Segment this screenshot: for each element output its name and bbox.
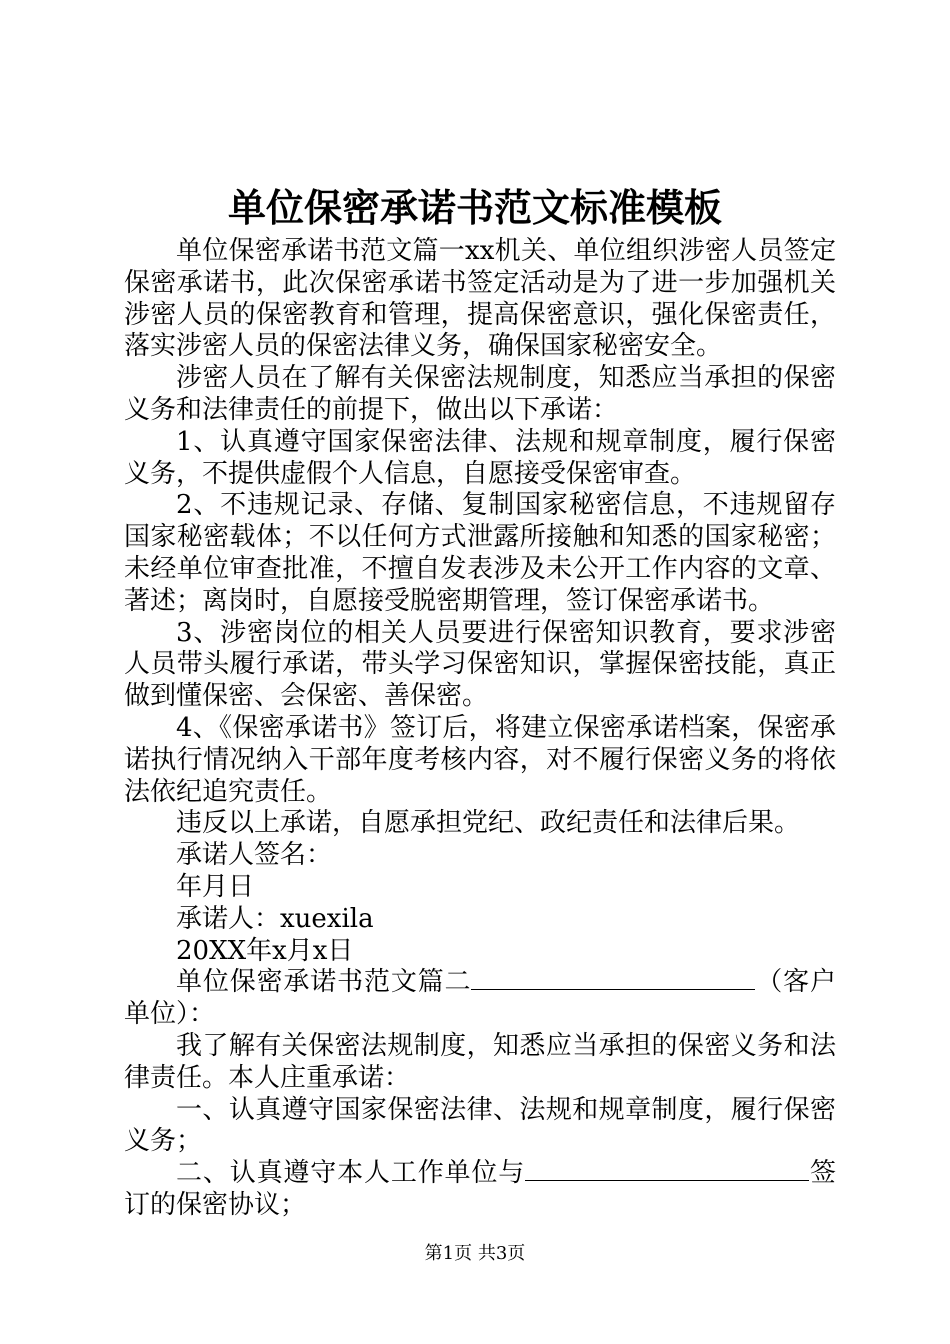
paragraph-intro: 单位保密承诺书范文篇一xx机关、单位组织涉密人员签定保密承诺书，此次保密承诺书签定活动是为了进一步加强机关涉密人员的保密教育和管理，提高保密意识，强化保密责任，落实涉密人员的保密法律义务，确保国家秘密安全。 — [124, 236, 836, 362]
part2-heading-suffix: （客户单位）： — [124, 967, 836, 1030]
document-body — [124, 236, 836, 1222]
document-title: 单位保密承诺书范文标准模板 — [227, 185, 722, 230]
paragraph-item-2: 2、不违规记录、存储、复制国家秘密信息，不违规留存国家秘密载体；不以任何方式泄露所接触和知悉的国家秘密；未经单位审查批准，不擅自发表涉及未公开工作内容的文章、著述；离岗时，自愿接受脱密期管理，签订保密承诺书。 — [124, 490, 836, 616]
client-unit-blank — [471, 967, 755, 990]
paragraph-item-3: 3、涉密岗位的相关人员要进行保密知识教育，要求涉密人员带头履行承诺，带头学习保密知识，掌握保密技能，真正做到懂保密、会保密、善保密。 — [124, 617, 836, 712]
part2-heading-prefix: 单位保密承诺书范文篇二 — [176, 967, 472, 998]
date-label: 年月日 — [176, 871, 255, 902]
part2-clause-2 — [124, 1158, 836, 1222]
paragraph-item-4: 4、《保密承诺书》签订后，将建立保密承诺档案，保密承诺执行情况纳入干部年度考核内容，对不履行保密义务的将依法依纪追究责任。 — [124, 712, 836, 807]
paragraph-premise: 涉密人员在了解有关保密法规制度，知悉应当承担的保密义务和法律责任的前提下，做出以下承诺： — [124, 363, 836, 425]
paragraph-consequence: 违反以上承诺，自愿承担党纪、政纪责任和法律后果。 — [176, 808, 801, 839]
clause2-prefix: 二、认真遵守本人工作单位与 — [176, 1158, 526, 1189]
paragraph-item-1: 1、认真遵守国家保密法律、法规和规章制度，履行保密义务，不提供虚假个人信息，自愿接受保密审查。 — [124, 426, 836, 489]
part2-heading — [124, 967, 836, 1031]
signature-label: 承诺人签名： — [176, 840, 333, 871]
part2-paragraph-premise: 我了解有关保密法规制度，知悉应当承担的保密义务和法律责任。本人庄重承诺： — [124, 1030, 836, 1093]
part2-clause-1: 一、认真遵守国家保密法律、法规和规章制度，履行保密义务； — [124, 1094, 836, 1157]
page-footer: 第1页 共3页 — [424, 1243, 526, 1264]
agreement-party-blank — [525, 1158, 809, 1181]
promisor-name: 承诺人：xuexila — [176, 903, 374, 934]
promise-date: 20XX年x月x日 — [176, 935, 354, 966]
clause2-suffix: 签订的保密协议； — [124, 1158, 836, 1220]
